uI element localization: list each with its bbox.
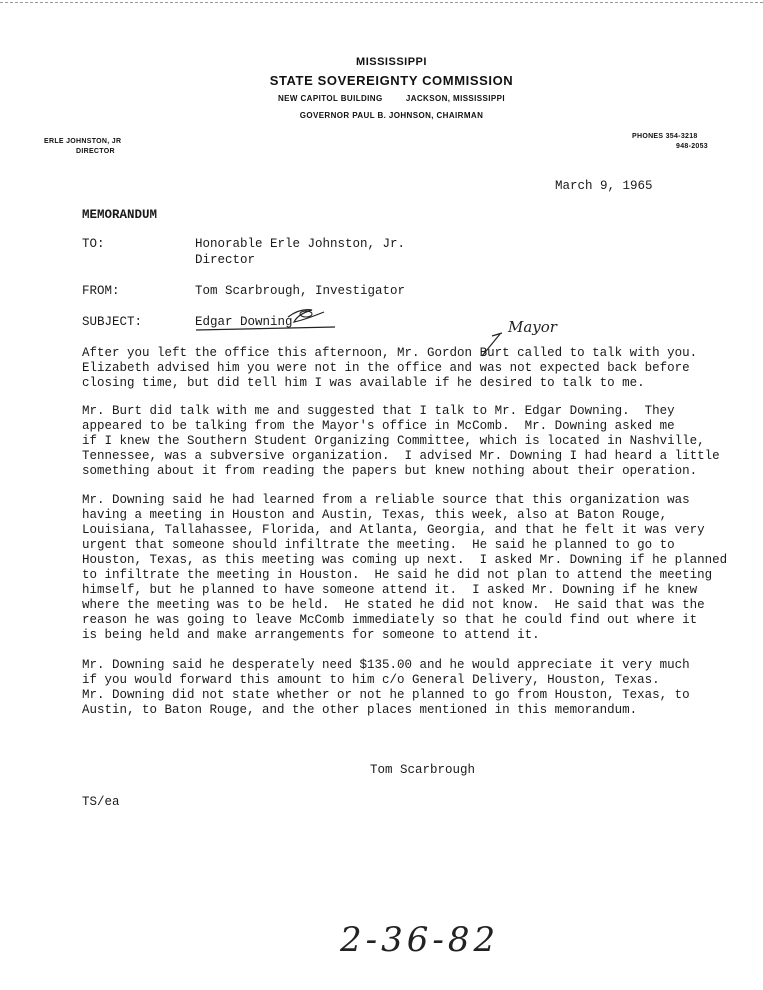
to-recipient: Honorable Erle Johnston, Jr. (195, 237, 406, 251)
handwritten-mayor-note: Mayor (508, 318, 557, 336)
to-label: TO: (82, 237, 105, 251)
paragraph-1: After you left the office this afternoon, Mr. Gordon Burt called to talk with you. Elizabeth advised him you were not in the office and was not expected back before closing time, but did tell him I was available if he desired to talk to me. (82, 346, 698, 390)
paragraph-2: Mr. Burt did talk with me and suggested that I talk to Mr. Edgar Downing. They appeared to be talking from the Mayor's office in McComb. Mr. Downing asked me if I knew the Southern Student Organizing Committee, which is located in Nashville, Tennessee, was a subversive organization. I advised Mr. Downing I had heard a little something about it from reading the papers but knew nothing about their operation. (82, 404, 720, 478)
memo-date: March 9, 1965 (555, 179, 653, 193)
director-name: ERLE JOHNSTON, JR (44, 138, 122, 145)
phones-label: PHONES 354-3218 (632, 133, 698, 140)
letterhead-city: JACKSON, MISSISSIPPI (405, 94, 505, 103)
from-value: Tom Scarbrough, Investigator (195, 284, 406, 298)
letterhead-building: NEW CAPITOL BUILDING (278, 94, 383, 103)
paragraph-4: Mr. Downing said he desperately need $135.00 and he would appreciate it very much if you would forward this amount to him c/o General Delivery, Houston, Texas. Mr. Downing did not state whether or not he planned to go from Houston, Texas, to Austin, to Baton Rouge, and the other places mentioned in this memorandum. (82, 658, 690, 717)
director-title: DIRECTOR (76, 148, 115, 155)
typist-initials: TS/ea (82, 795, 120, 809)
memo-label: MEMORANDUM (82, 208, 158, 222)
handwritten-file-number: 2-36-82 (340, 920, 500, 960)
scan-top-border (0, 2, 763, 4)
letterhead-governor: GOVERNOR PAUL B. JOHNSON, CHAIRMAN (299, 111, 484, 120)
letterhead-address (10, 94, 763, 103)
from-label: FROM: (82, 284, 120, 298)
paragraph-3: Mr. Downing said he had learned from a reliable source that this organization was having a meeting in Houston and Austin, Texas, this week, also at Baton Rouge, Louisiana, Tallahassee, Florida, and Atlanta, Georgia, and that he felt it was very urgent that someone should infiltrate the meeting. He said he planned to go to Houston, Texas, as this meeting was coming up next. I asked Mr. Downing if he planned to infiltrate the meeting in Houston. He said he did not plan to attend the meeting himself, but he planned to have someone attend it. I asked Mr. Downing if he knew where the meeting was to be held. He stated he did not know. He said that was the reason he was going to leave McComb immediately so that he could find out where it is being held and make arrangements for someone to attend it. (82, 493, 728, 642)
to-title: Director (195, 253, 256, 267)
phone-second: 948-2053 (676, 143, 708, 150)
subject-underline-mark (190, 300, 340, 340)
subject-label: SUBJECT: (82, 315, 143, 329)
signature-name: Tom Scarbrough (370, 763, 476, 777)
letterhead-commission: STATE SOVEREIGNTY COMMISSION (269, 73, 514, 88)
letterhead-state: MISSISSIPPI (356, 56, 427, 68)
subject-value: Edgar Downing (195, 315, 293, 329)
